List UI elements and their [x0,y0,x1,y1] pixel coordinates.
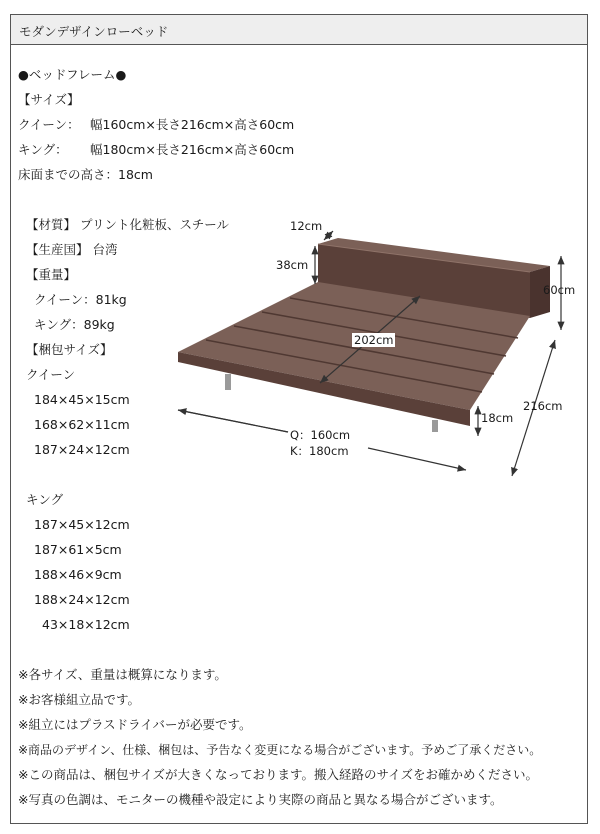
floor-height: 床面までの高さ：18cm [18,167,153,182]
dim-total-height: 60cm [543,283,576,297]
king-weight: キング：89kg [34,317,115,332]
note-item: ※商品のデザイン、仕様、梱包は、予告なく変更になる場合がございます。予めご了承ください。 [18,743,542,757]
dim-total-length: 216cm [523,399,563,413]
package-item: 187×45×12cm [34,517,130,532]
package-item: 188×46×9cm [34,567,122,582]
weight-label: 【重量】 [26,267,77,282]
material: 【材質】 プリント化粧板、スチール [26,217,229,232]
package-item: 43×18×12cm [42,617,130,632]
size-label: 【サイズ】 [18,92,80,107]
king-size-value: 幅180cm×長さ216cm×高さ60cm [90,142,295,157]
dim-floor-clearance: 18cm [481,411,514,425]
package-label: 【梱包サイズ】 [26,342,113,357]
package-item: 187×61×5cm [34,542,122,557]
queen-size-value: 幅160cm×長さ216cm×高さ60cm [90,117,295,132]
package-item: 184×45×15cm [34,392,130,407]
queen-weight: クイーン：81kg [34,292,127,307]
queen-package-label: クイーン [26,367,76,382]
dim-headboard-depth: 12cm [290,219,323,233]
note-item: ※お客様組立品です。 [18,692,140,707]
dim-width-king: K：180cm [290,444,349,458]
package-item: 168×62×11cm [34,417,130,432]
note-item: ※各サイズ、重量は概算になります。 [18,667,227,682]
package-item: 188×24×12cm [34,592,130,607]
dim-headboard-height: 38cm [276,258,309,272]
queen-size-label: クイーン： [18,117,80,132]
page-title: モダンデザインローベッド [19,24,169,39]
dim-width-queen: Q：160cm [290,428,351,442]
note-item: ※写真の色調は、モニターの機種や設定により実際の商品と異なる場合がございます。 [18,792,503,807]
dim-length: 202cm [354,333,394,347]
note-item: ※この商品は、梱包サイズが大きくなっております。搬入経路のサイズをお確かめください。 [18,767,538,782]
frame-heading: ●ベッドフレーム● [18,67,127,82]
origin: 【生産国】 台湾 [26,242,118,257]
package-item: 187×24×12cm [34,442,130,457]
note-item: ※組立にはプラスドライバーが必要です。 [18,717,252,732]
king-package-label: キング [26,492,64,507]
king-size-label: キング： [18,142,68,157]
